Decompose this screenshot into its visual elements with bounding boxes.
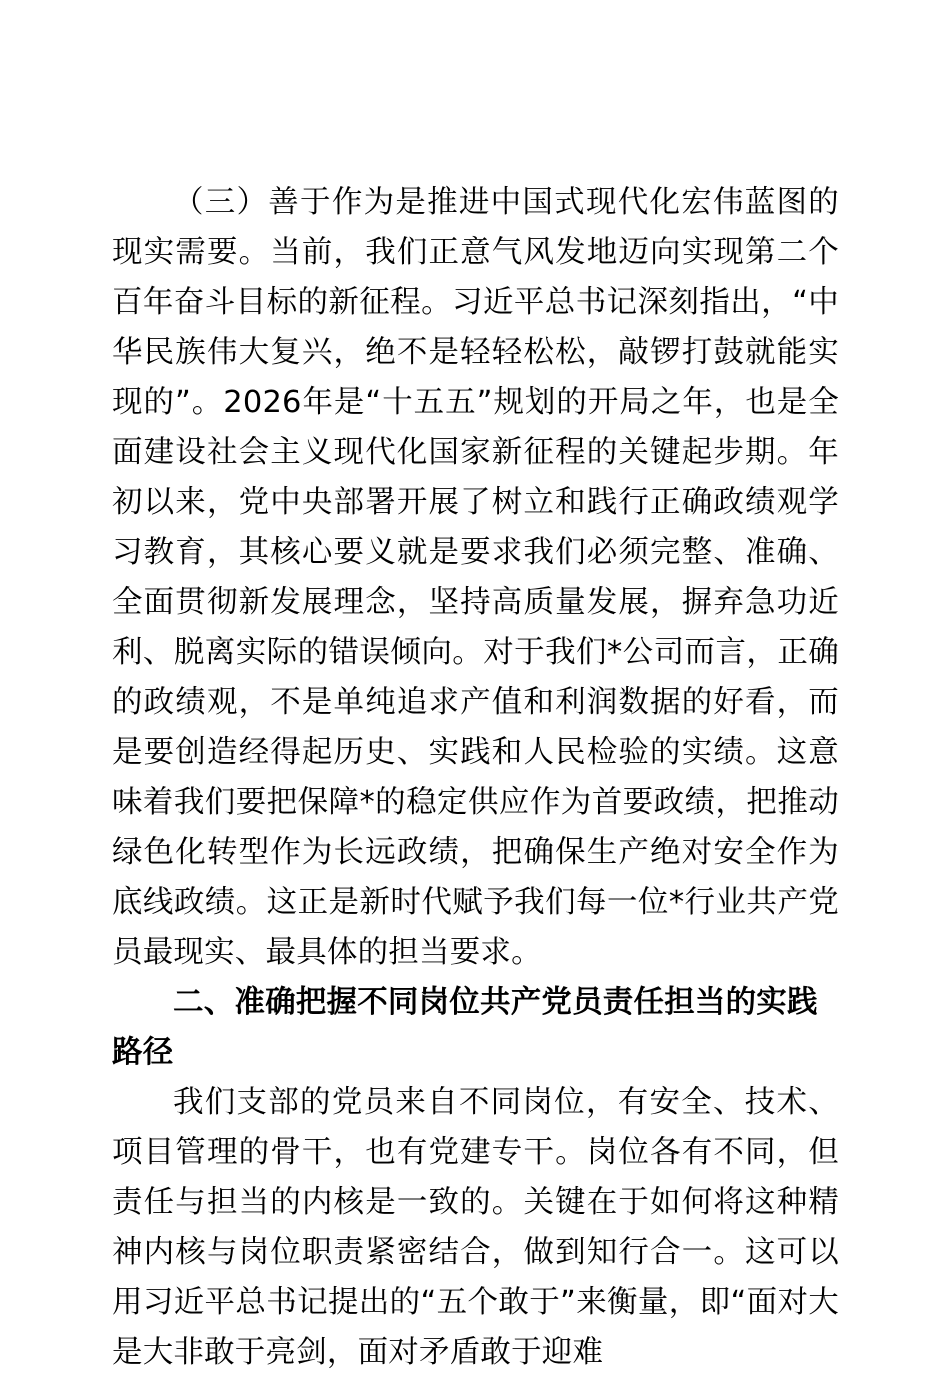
document-text-body	[112, 178, 839, 1378]
paragraph-section-three: （三）善于作为是推进中国式现代化宏伟蓝图的现实需要。当前，我们正意气风发地迈向实现第二个百年奋斗目标的新征程。习近平总书记深刻指出，“中华民族伟大复兴，绝不是轻轻松松，敲锣打鼓就能实现的”。2026年是“十五五”规划的开局之年，也是全面建设社会主义现代化国家新征程的关键起步期。年初以来，党中央部署开展了树立和践行正确政绩观学习教育，其核心要义就是要求我们必须完整、准确、全面贯彻新发展理念，坚持高质量发展，摒弃急功近利、脱离实际的错误倾向。对于我们*公司而言，正确的政绩观，不是单纯追求产值和利润数据的好看，而是要创造经得起历史、实践和人民检验的实绩。这意味着我们要把保障*的稳定供应作为首要政绩，把推动绿色化转型作为长远政绩，把确保生产绝对安全作为底线政绩。这正是新时代赋予我们每一位*行业共产党员最现实、最具体的担当要求。	[112, 185, 839, 970]
paragraph-branch-members: 我们支部的党员来自不同岗位，有安全、技术、项目管理的骨干，也有党建专干。岗位各有不同，但责任与担当的内核是一致的。关键在于如何将这种精神内核与岗位职责紧密结合，做到知行合一。这可以用习近平总书记提出的“五个敢于”来衡量，即“面对大是大非敢于亮剑，面对矛盾敢于迎难	[112, 1085, 839, 1370]
heading-section-two: 二、准确把握不同岗位共产党员责任担当的实践路径	[112, 985, 818, 1070]
